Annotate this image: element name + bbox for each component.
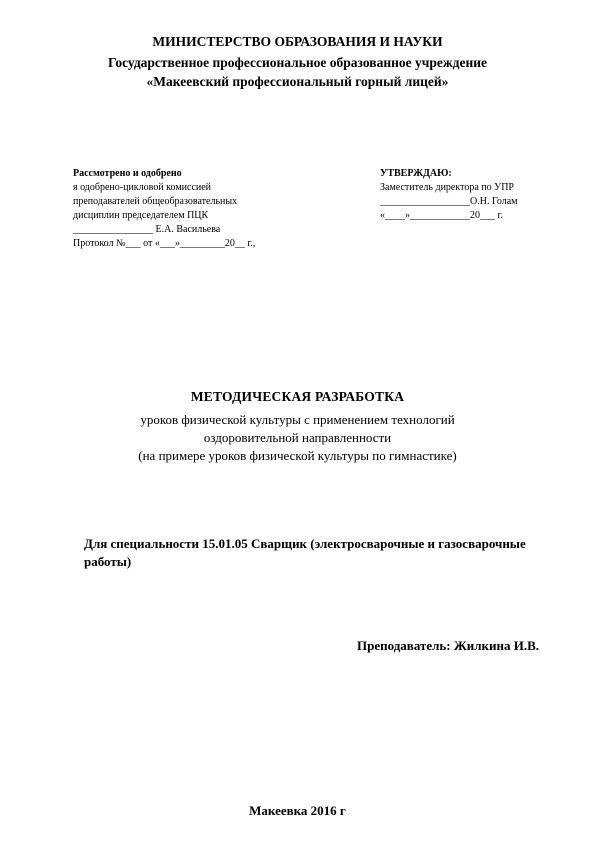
specialty-block xyxy=(84,535,574,571)
teacher-name: Преподаватель: Жилкина И.В. xyxy=(357,638,540,653)
institution-name: «Макеевский профессиональный горный лицей» xyxy=(146,74,449,89)
review-line-1: я одобрено-цикловой комиссией xyxy=(73,182,212,193)
review-line-3: дисциплин председателем ПЦК xyxy=(73,210,209,221)
footer-city-year: Макеевка 2016 г xyxy=(249,803,346,818)
institution-type: Государственное профессиональное образованное учреждение xyxy=(107,55,488,70)
approval-date: «____»____________20___ г. xyxy=(380,210,503,221)
approval-signature: __________________О.Н. Голам xyxy=(380,196,518,207)
document-title: МЕТОДИЧЕСКАЯ РАЗРАБОТКА xyxy=(190,389,405,404)
review-line-2: преподавателей общеобразовательных xyxy=(73,196,238,207)
ministry-title: МИНИСТЕРСТВО ОБРАЗОВАНИЯ И НАУКИ xyxy=(152,34,443,49)
subtitle-line-2: оздоровительной направленности xyxy=(203,430,392,445)
subtitle-line-3: (на примере уроков физической культуры по гимнастике) xyxy=(138,448,457,463)
subtitle-line-1: уроков физической культуры с применением технологий xyxy=(140,412,455,427)
review-protocol: Протокол №___ от «___»_________20__ г., xyxy=(73,238,256,249)
specialty-line-2: работы) xyxy=(84,554,132,569)
approval-heading: УТВЕРЖДАЮ: xyxy=(380,168,452,179)
review-signature: ________________ Е.А. Васильева xyxy=(73,224,221,235)
specialty-line-1: Для специальности 15.01.05 Сварщик (электросварочные и газосварочные xyxy=(84,536,526,551)
approval-position: Заместитель директора по УПР xyxy=(380,182,514,193)
approval-block xyxy=(380,167,560,223)
review-heading: Рассмотрено и одобрено xyxy=(73,168,182,179)
review-block xyxy=(73,167,333,251)
